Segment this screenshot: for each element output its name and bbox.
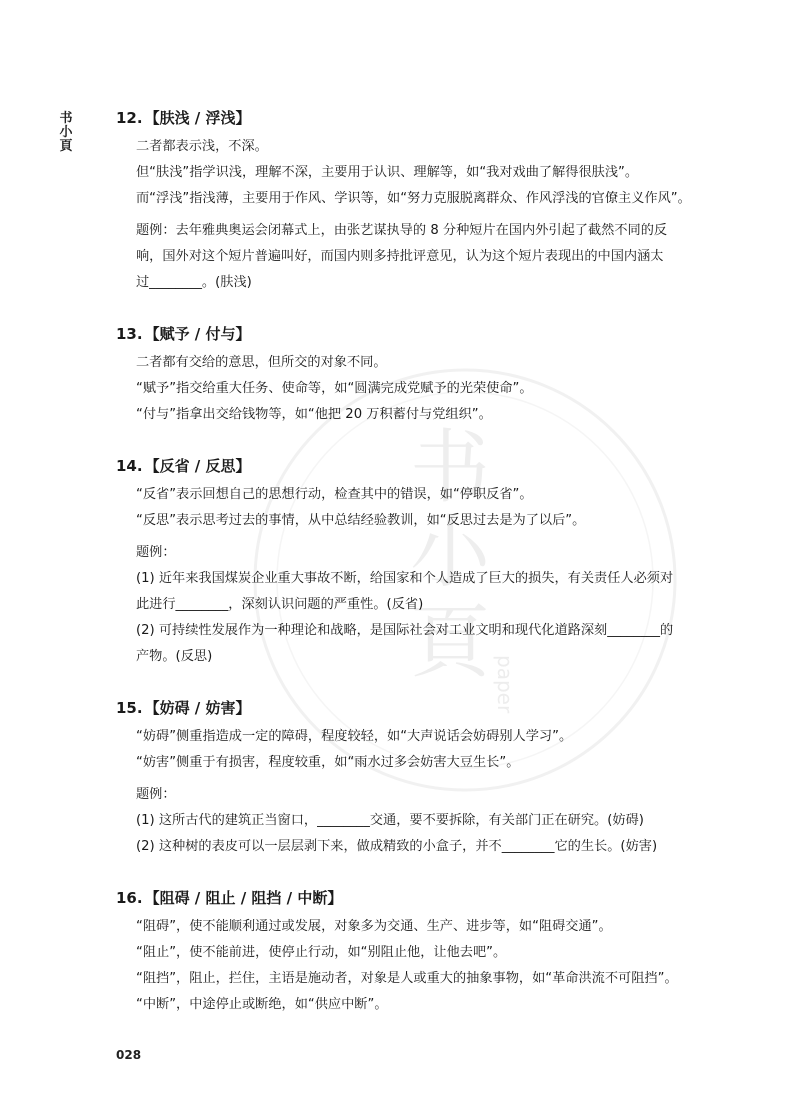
definition-line: 二者都表示浅，不深。 — [136, 139, 268, 154]
entry-number: 15. — [116, 699, 143, 717]
definition-line: “阻碍”，使不能顺利通过或发展，对象多为交通、生产、进步等，如“阻碍交通”。 — [136, 919, 612, 934]
entry-title: 【阻碍 / 阻止 / 阻挡 / 中断】 — [144, 889, 343, 907]
svg-text:paper: paper — [493, 655, 517, 714]
brand-char: 頁 — [59, 139, 73, 154]
svg-text:小: 小 — [410, 506, 490, 599]
brand-char: 书 — [59, 111, 73, 126]
brand-char: 小 — [59, 125, 73, 140]
entry-heading — [116, 324, 676, 344]
definition-line: “付与”指拿出交给钱物等，如“他把 20 万积蓄付与党组织”。 — [136, 407, 492, 422]
svg-text:书: 书 — [410, 421, 490, 514]
definition-line: “妨碍”侧重指造成一定的障碍，程度较轻，如“大声说话会妨碍别人学习”。 — [136, 729, 573, 744]
example-label: 题例： — [136, 787, 176, 802]
brand-mark — [58, 112, 74, 154]
entry-13 — [116, 324, 676, 428]
definition-line: “妨害”侧重于有损害，程度较重，如“雨水过多会妨害大豆生长”。 — [136, 755, 520, 770]
example-item: (1) 这所古代的建筑正当窗口，________交通，要不要拆除，有关部门正在研究。(妨碍) — [136, 813, 644, 828]
entry-heading — [116, 456, 676, 476]
example-text: 题例：去年雅典奥运会闭幕式上，由张艺谋执导的 8 分种短片在国内外引起了截然不同的反响，国外对这个短片普遍叫好，而国内则多持批评意见，认为这个短片表现出的中国内涵太过________。(肤浅) — [136, 223, 668, 290]
example-item: (2) 这种树的表皮可以一层层剥下来，做成精致的小盒子，并不________它的生长。(妨害) — [136, 839, 658, 854]
example-item: (1) 近年来我国煤炭企业重大事故不断，给国家和个人造成了巨大的损失，有关责任人必须对此进行________，深刻认识问题的严重性。(反省) — [136, 571, 674, 612]
entry-heading — [116, 108, 676, 128]
example-label: 题例： — [136, 545, 176, 560]
entry-title: 【反省 / 反思】 — [144, 457, 251, 475]
definition-line: “反省”表示回想自己的思想行动，检查其中的错误，如“停职反省”。 — [136, 487, 533, 502]
definition-line: “中断”，中途停止或断绝，如“供应中断”。 — [136, 997, 388, 1012]
entry-heading — [116, 888, 676, 908]
example-item: (2) 可持续性发展作为一种理论和战略，是国际社会对工业文明和现代化道路深刻________的产物。(反思) — [136, 623, 674, 664]
entry-number: 14. — [116, 457, 143, 475]
definition-line: “反思”表示思考过去的事情，从中总结经验教训，如“反思过去是为了以后”。 — [136, 513, 586, 528]
entry-number: 16. — [116, 889, 143, 907]
page-number: 028 — [116, 1048, 142, 1062]
svg-text:頁: 頁 — [410, 596, 490, 689]
entry-number: 12. — [116, 109, 143, 127]
page-content — [116, 108, 691, 1046]
definition-line: “阻挡”，阻止，拦住，主语是施动者，对象是人或重大的抽象事物，如“革命洪流不可阻挡”。 — [136, 971, 678, 986]
definition-line: 而“浮浅”指浅薄，主要用于作风、学识等，如“努力克服脱离群众、作风浮浅的官僚主义作风”。 — [136, 191, 691, 206]
definition-line: 二者都有交给的意思，但所交的对象不同。 — [136, 355, 387, 370]
entry-16 — [116, 888, 676, 1018]
definition-line: “赋予”指交给重大任务、使命等，如“圆满完成党赋予的光荣使命”。 — [136, 381, 533, 396]
entry-heading — [116, 698, 676, 718]
entry-12 — [116, 108, 691, 296]
definition-line: “阻止”，使不能前进，使停止行动，如“别阻止他，让他去吧”。 — [136, 945, 507, 960]
entry-title: 【赋予 / 付与】 — [144, 325, 251, 343]
entry-15 — [116, 698, 676, 860]
entry-title: 【肤浅 / 浮浅】 — [144, 109, 251, 127]
entry-number: 13. — [116, 325, 143, 343]
entry-14 — [116, 456, 676, 670]
definition-line: 但“肤浅”指学识浅，理解不深，主要用于认识、理解等，如“我对戏曲了解得很肤浅”。 — [136, 165, 639, 180]
entry-title: 【妨碍 / 妨害】 — [144, 699, 251, 717]
